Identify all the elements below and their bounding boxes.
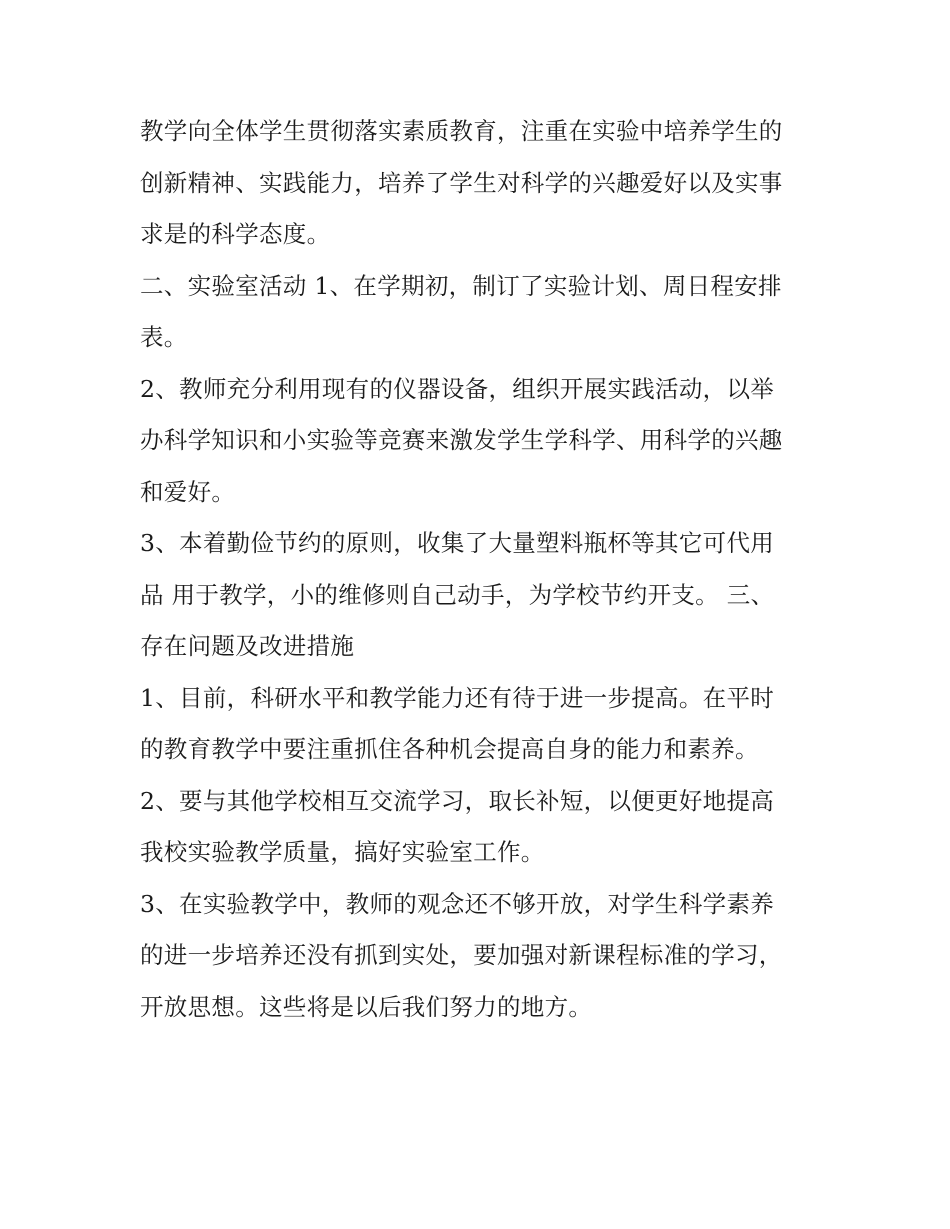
- text-line: 1、目前，科研水平和教学能力还有待于进一步提高。在平时: [140, 683, 775, 712]
- text-line: 创新精神、实践能力，培养了学生对科学的兴趣爱好以及实事: [140, 168, 783, 197]
- text-line: 3、本着勤俭节约的原则，收集了大量塑料瓶杯等其它可代用: [140, 529, 775, 557]
- text-line: 开放思想。这些将是以后我们努力的地方。: [140, 992, 593, 1021]
- text-line: 的教育教学中要注重抓住各种机会提高自身的能力和素养。: [140, 735, 759, 763]
- text-line: 求是的科学态度。: [140, 220, 331, 248]
- text-line: 2、教师充分利用现有的仪器设备，组织开展实践活动，以举: [140, 374, 775, 403]
- text-line: 3、在实验教学中，教师的观念还不够开放，对学生科学素养: [140, 889, 775, 918]
- text-line: 表。: [140, 323, 188, 351]
- text-line: 的进一步培养还没有抓到实处，要加强对新课程标准的学习，: [140, 941, 783, 969]
- section-heading-line: 存在问题及改进措施: [140, 632, 355, 660]
- text-line: 和爱好。: [140, 477, 236, 506]
- text-line: 办科学知识和小实验等竞赛来激发学生学科学、用科学的兴趣: [140, 426, 783, 454]
- text-line: 2、要与其他学校相互交流学习，取长补短，以便更好地提高: [140, 786, 775, 815]
- text-line: 我校实验教学质量，搞好实验室工作。: [140, 838, 545, 866]
- document-body: [140, 106, 830, 1033]
- text-line: 教学向全体学生贯彻落实素质教育，注重在实验中培养学生的: [140, 117, 783, 145]
- text-line: 品 用于教学，小的维修则自己动手，为学校节约开支。 三、: [140, 580, 775, 609]
- section-heading-line: 二、实验室活动 1、在学期初，制订了实验计划、周日程安排: [140, 271, 782, 300]
